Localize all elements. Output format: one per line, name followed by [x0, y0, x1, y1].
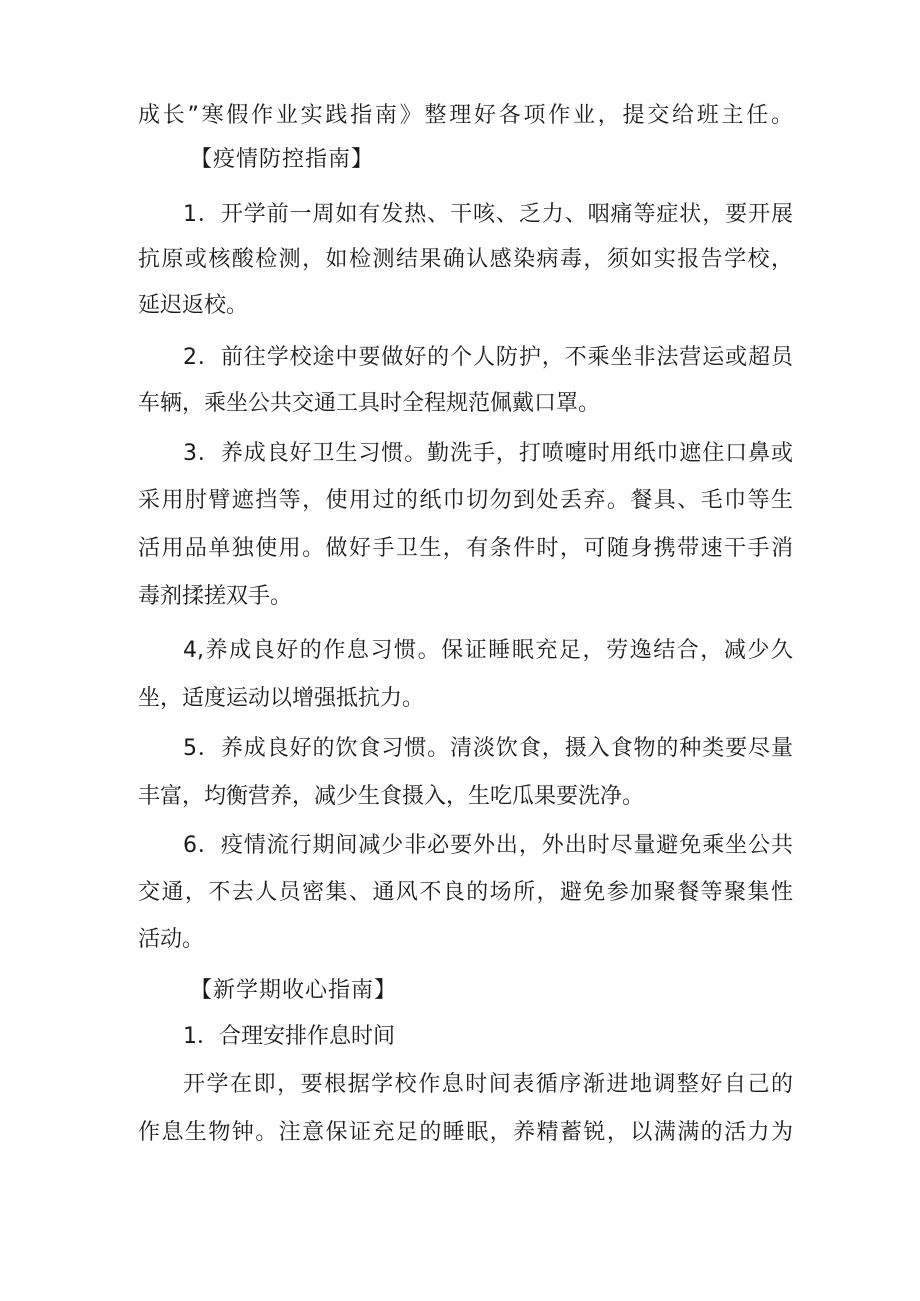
epidemic-item-1-line-3: 延迟返校。 [138, 293, 249, 318]
new-semester-para-line-2: 作息生物钟。注意保证充足的睡眠，养精蓄锐，以满满的活力为 [138, 1120, 793, 1145]
epidemic-item-4-line-1: 4,养成良好的作息习惯。保证睡眠充足，劳逸结合，减少久 [183, 638, 793, 663]
epidemic-item-3-line-2: 采用肘臂遮挡等，使用过的纸巾切勿到处丢弃。餐具、毛巾等生 [138, 488, 793, 513]
epidemic-item-6-line-3: 活动。 [138, 927, 205, 952]
intro-tail-line: 成长”寒假作业实践指南》整理好各项作业，提交给班主任。 [138, 103, 793, 128]
epidemic-item-2-line-2: 车辆，乘坐公共交通工具时全程规范佩戴口罩。 [138, 391, 601, 416]
epidemic-item-2-line-1: 2．前往学校途中要做好的个人防护，不乘坐非法营运或超员 [183, 345, 793, 370]
section-heading-new-semester: 【新学期收心指南】 [190, 978, 398, 1003]
epidemic-item-6-line-2: 交通，不去人员密集、通风不良的场所，避免参加聚餐等聚集性 [138, 880, 793, 905]
epidemic-item-1-line-2: 抗原或核酸检测，如检测结果确认感染病毒，须如实报告学校， [138, 247, 793, 272]
epidemic-item-4-line-2: 坐，适度运动以增强抵抗力。 [138, 686, 425, 711]
epidemic-item-5-line-2: 丰富，均衡营养，减少生食摄入，生吃瓜果要洗净。 [138, 784, 645, 809]
section-heading-epidemic: 【疫情防控指南】 [190, 147, 375, 172]
epidemic-item-3-line-3: 活用品单独使用。做好手卫生，有条件时，可随身携带速干手消 [138, 536, 793, 561]
new-semester-para-line-1: 开学在即，要根据学校作息时间表循序渐进地调整好自己的 [183, 1072, 793, 1097]
epidemic-item-6-line-1: 6．疫情流行期间减少非必要外出，外出时尽量避免乘坐公共 [183, 833, 793, 858]
epidemic-item-1-line-1: 1．开学前一周如有发热、干咳、乏力、咽痛等症状，要开展 [183, 202, 793, 227]
epidemic-item-3-line-4: 毒剂揉搓双手。 [138, 584, 293, 609]
new-semester-item-1-title: 1．合理安排作息时间 [183, 1024, 395, 1049]
epidemic-item-5-line-1: 5．养成良好的饮食习惯。清淡饮食，摄入食物的种类要尽量 [183, 736, 793, 761]
epidemic-item-3-line-1: 3．养成良好卫生习惯。勤洗手，打喷嚏时用纸巾遮住口鼻或 [183, 441, 793, 466]
